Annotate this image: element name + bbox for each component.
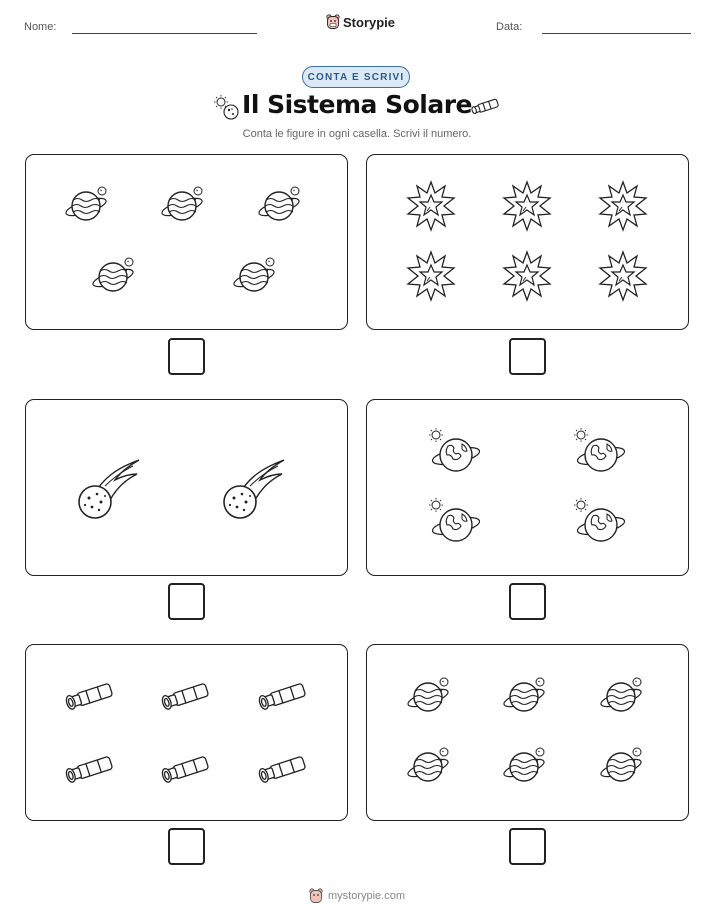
star-icon (406, 251, 456, 301)
counting-box-4 (366, 399, 689, 576)
star-icon (598, 181, 648, 231)
name-line[interactable] (72, 33, 257, 34)
telescope-icon (62, 753, 116, 787)
striped-planet-icon (502, 746, 550, 786)
star-icon (406, 181, 456, 231)
striped-planet-icon (406, 676, 454, 716)
instructions: Conta le figure in ogni casella. Scrivi il numero. (242, 128, 472, 140)
footer-url: mystorypie.com (327, 890, 406, 902)
earth-planet-icon (426, 426, 482, 476)
brand-logo (326, 14, 395, 30)
date-label: Data: (496, 21, 523, 33)
bear-mascot-icon (309, 888, 323, 904)
telescope-icon (158, 680, 212, 714)
date-line[interactable] (542, 33, 691, 34)
striped-planet-icon (599, 746, 647, 786)
earth-planet-icon (571, 426, 627, 476)
earth-planet-icon (426, 496, 482, 546)
comet-icon (220, 456, 286, 520)
striped-planet-icon (91, 256, 139, 296)
star-icon (502, 251, 552, 301)
telescope-icon (255, 753, 309, 787)
striped-planet-icon (232, 256, 280, 296)
comet-icon (75, 456, 141, 520)
footer (0, 888, 714, 904)
page-title: Il Sistema Solare (242, 90, 472, 119)
star-icon (502, 181, 552, 231)
earth-planet-icon (571, 496, 627, 546)
telescope-icon (158, 753, 212, 787)
counting-box-3 (25, 399, 348, 576)
telescope-icon (255, 680, 309, 714)
answer-box-2[interactable] (509, 338, 546, 375)
answer-box-5[interactable] (168, 828, 205, 865)
striped-planet-icon (64, 185, 112, 225)
activity-badge: CONTA E SCRIVI (302, 66, 410, 88)
striped-planet-icon (599, 676, 647, 716)
striped-planet-icon (406, 746, 454, 786)
counting-box-5 (25, 644, 348, 821)
name-label: Nome: (24, 21, 57, 33)
answer-box-1[interactable] (168, 338, 205, 375)
answer-box-6[interactable] (509, 828, 546, 865)
brand-name: Storypie (343, 14, 396, 30)
counting-box-1 (25, 154, 348, 330)
striped-planet-icon (257, 185, 305, 225)
telescope-icon (62, 680, 116, 714)
striped-planet-icon (502, 676, 550, 716)
bear-mascot-icon (326, 14, 340, 30)
star-icon (598, 251, 648, 301)
counting-box-6 (366, 644, 689, 821)
answer-box-4[interactable] (509, 583, 546, 620)
striped-planet-icon (160, 185, 208, 225)
answer-box-3[interactable] (168, 583, 205, 620)
